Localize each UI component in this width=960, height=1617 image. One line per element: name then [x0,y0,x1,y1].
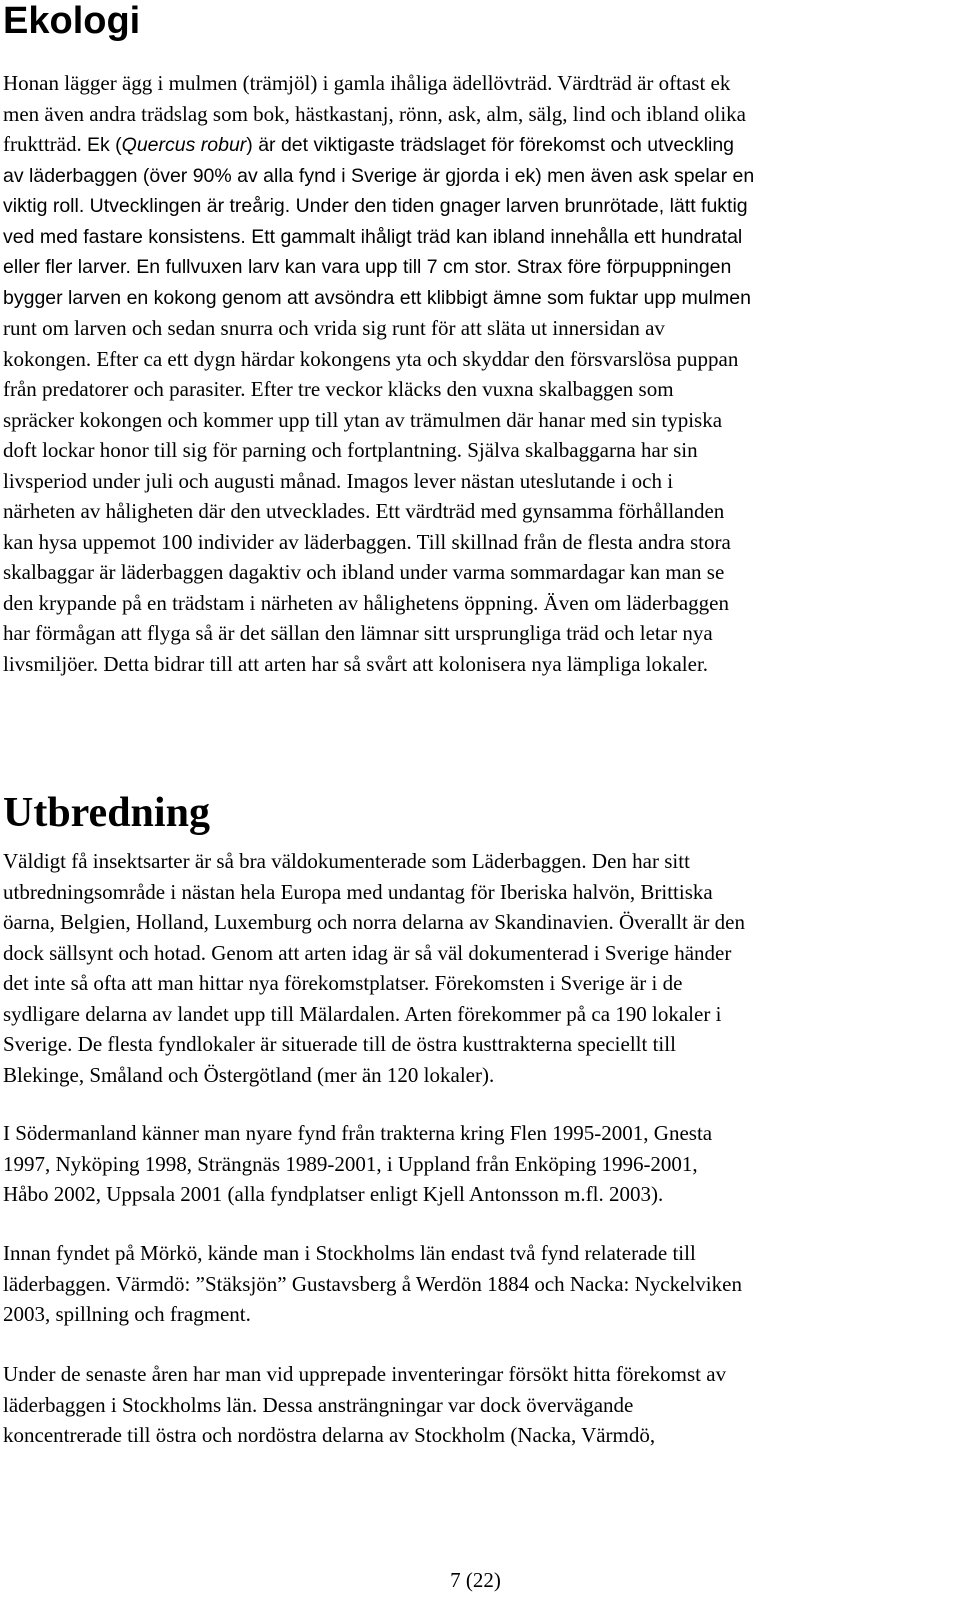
text-line: öarna, Belgien, Holland, Luxemburg och norra delarna av Skandinavien. Överallt är den [3,910,745,934]
text-line: av läderbaggen (över 90% av alla fynd i Sverige är gjorda i ek) men även ask spelar en [3,164,755,187]
paragraph-ekologi [3,68,754,679]
text-line: har förmågan att flyga så är det sällan den lämnar sitt ursprungliga träd och letar nya [3,621,713,645]
text-line: viktig roll. Utvecklingen är treårig. Under den tiden gnager larven brunrötade, lätt fuktig [3,195,748,217]
section-heading-ekologi: Ekologi [3,0,141,42]
text-line: läderbaggen i Stockholms län. Dessa ansträngningar var dock övervägande [3,1392,634,1417]
text-line: den krypande på en trädstam i närheten av hålighetens öppning. Även om läderbaggen [3,590,730,615]
text-line: 1997, Nyköping 1998, Strängnäs 1989-2001, i Uppland från Enköping 1996-2001, [3,1151,698,1176]
text-line: Sverige. De flesta fyndlokaler är situerade till de östra kusttrakterna speciellt till [3,1032,676,1056]
text-line: det inte så ofta att man hittar nya förekomstplatser. Förekomsten i Sverige är i de [3,971,683,995]
section-heading-utbredning: Utbredning [3,790,210,836]
text-line: närheten av håligheten där den utvecklades. Ett värdträd med gynsamma förhållanden [3,499,725,523]
text-line: från predatorer och parasiter. Efter tre veckor kläcks den vuxna skalbaggen som [3,377,674,401]
text-line: Blekinge, Småland och Östergötland (mer än 120 lokaler). [3,1062,495,1087]
text-line: 2003, spillning och fragment. [3,1302,251,1326]
text-line: skalbaggar är läderbaggen dagaktiv och ibland under varma sommardagar kan man se [3,560,725,584]
text-line: Honan lägger ägg i mulmen (trämjöl) i gamla ihåliga ädellövträd. Värdträd är oftast ek [3,71,731,95]
text-line: men även andra trädslag som bok, hästkastanj, rönn, ask, alm, sälg, lind och ibland olika [3,101,746,126]
text-line: doft lockar honor till sig för parning och fortplantning. Själva skalbaggarna har sin [3,438,698,462]
text-line: Väldigt få insektsarter är så bra väldokumenterade som Läderbaggen. Den har sitt [3,849,690,873]
text-line: I Södermanland känner man nyare fynd från trakterna kring Flen 1995-2001, Gnesta [3,1121,713,1145]
text-line: bygger larven en kokong genom att avsöndra ett klibbigt ämne som fuktar upp mulmen [3,286,751,309]
page-number: 7 (22) [450,1568,501,1592]
text-line: eller fler larver. En fullvuxen larv kan vara upp till 7 cm stor. Strax före förpuppningen [3,256,732,278]
text-line: sydligare delarna av landet upp till Mälardalen. Arten förekommer på ca 190 lokaler i [3,1001,722,1026]
text-line: dock sällsynt och hotad. Genom att arten idag är så väl dokumenterad i Sverige händer [3,940,732,965]
text-line: kokongen. Efter ca ett dygn härdar kokongens yta och skyddar den försvarslösa puppan [3,346,739,371]
text-line [3,129,754,161]
paragraph-utbredning-1 [3,846,745,1090]
text-line: spräcker kokongen och kommer upp till ytan av trämulmen där hanar med sin typiska [3,407,723,432]
text-line: livsperiod under juli och augusti månad. Imagos lever nästan uteslutande i och i [3,468,674,493]
text-line: ved med fastare konsistens. Ett gammalt ihåligt träd kan ibland innehålla ett hundratal [3,225,743,248]
text-segment: fruktträd. [3,132,87,156]
paragraph-utbredning-4 [3,1359,726,1451]
text-line: Under de senaste åren har man vid upprepade inventeringar försökt hitta förekomst av [3,1362,727,1386]
text-line: utbredningsområde i nästan hela Europa med undantag för Iberiska halvön, Brittiska [3,879,713,904]
text-line: Innan fyndet på Mörkö, kände man i Stockholms län endast två fynd relaterade till [3,1241,696,1265]
text-line: runt om larven och sedan snurra och vrida sig runt för att släta ut innersidan av [3,316,665,340]
paragraph-utbredning-2 [3,1118,712,1210]
paragraph-utbredning-3 [3,1238,742,1330]
text-line: koncentrerade till östra och nordöstra delarna av Stockholm (Nacka, Värmdö, [3,1423,656,1447]
text-line: kan hysa uppemot 100 individer av läderbaggen. Till skillnad från de flesta andra stora [3,529,731,554]
text-line: livsmiljöer. Detta bidrar till att arten har så svårt att kolonisera nya lämpliga lokaler. [3,651,709,676]
text-line: läderbaggen. Värmdö: ”Stäksjön” Gustavsberg å Werdön 1884 och Nacka: Nyckelviken [3,1271,742,1296]
text-segment: Ek (Quercus robur) är det viktigaste trädslaget för förekomst och utveckling [86,134,735,156]
text-line: Håbo 2002, Uppsala 2001 (alla fyndplatser enligt Kjell Antonsson m.fl. 2003). [3,1182,664,1206]
